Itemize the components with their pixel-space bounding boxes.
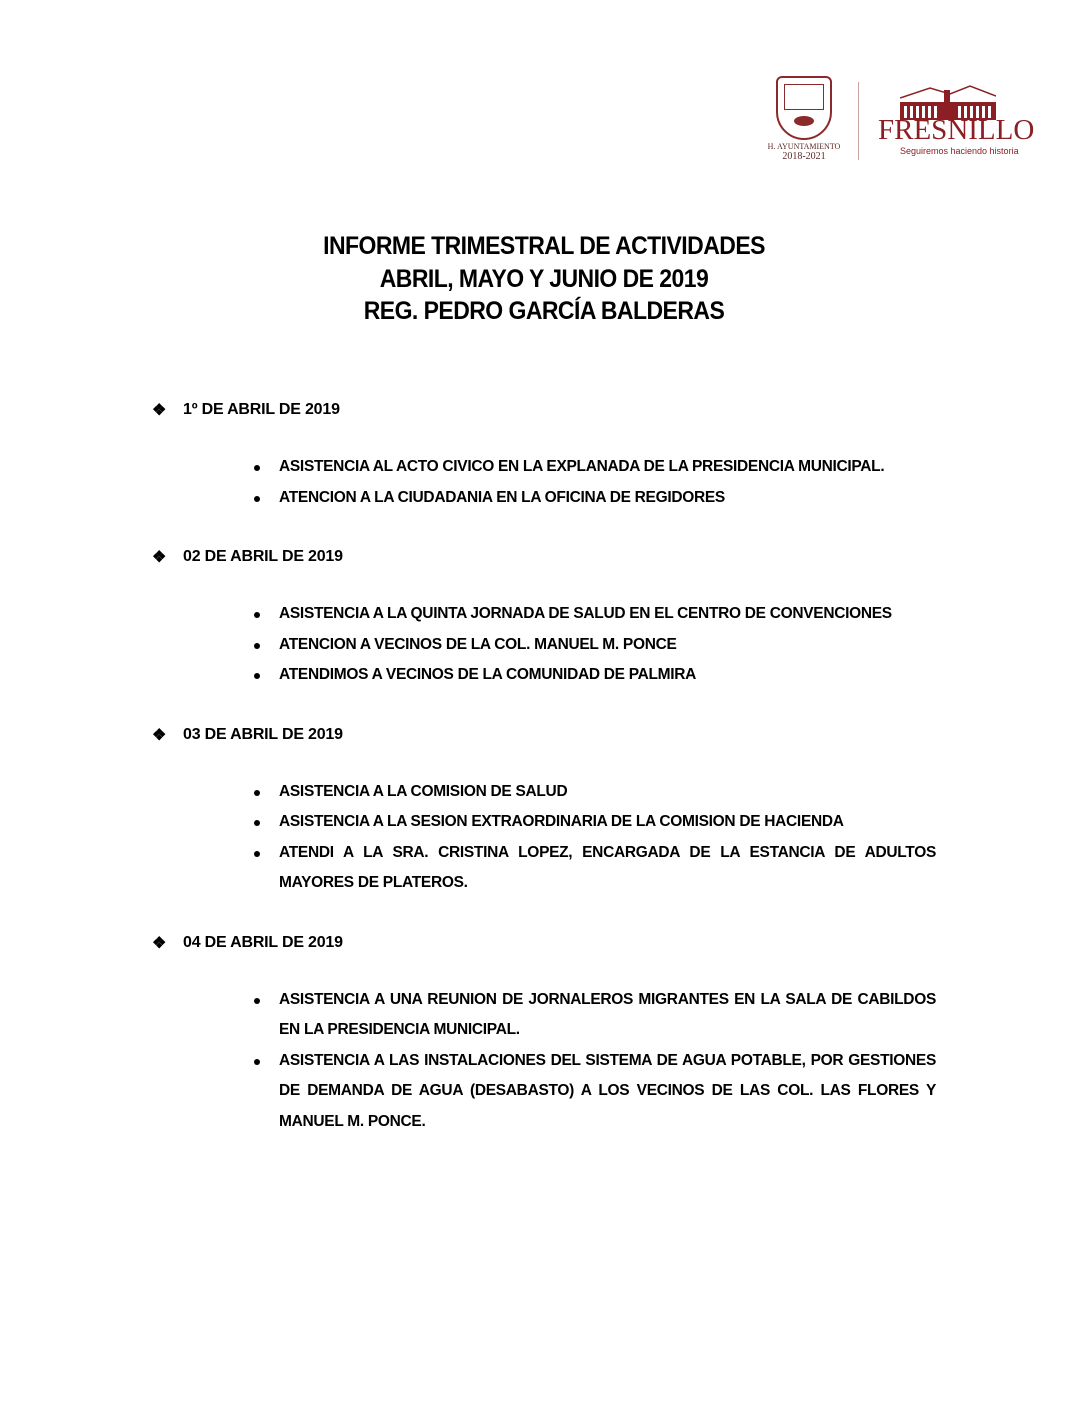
activity-item: ASISTENCIA A UNA REUNION DE JORNALEROS MIGRANTES EN LA SALA DE CABILDOS EN LA PRESIDENCIA MUNICIPAL. <box>150 985 936 1046</box>
activity-items <box>150 985 940 1138</box>
date-label: 03 DE ABRIL DE 2019 <box>183 725 343 743</box>
crest-caption-text: H. AYUNTAMIENTO <box>767 142 841 151</box>
diamond-bullet-icon: ❖ <box>152 726 167 744</box>
date-section <box>150 543 940 691</box>
date-label: 1º DE ABRIL DE 2019 <box>183 401 340 418</box>
activity-item: ASISTENCIA A LA SESION EXTRAORDINARIA DE LA COMISION DE HACIENDA <box>150 807 936 838</box>
date-heading <box>150 543 940 571</box>
crest-caption <box>764 142 844 162</box>
activity-item: ATENCION A VECINOS DE LA COL. MANUEL M. PONCE <box>150 630 936 661</box>
diamond-bullet-icon: ❖ <box>152 549 167 566</box>
title-line-3: REG. PEDRO GARCÍA BALDERAS <box>363 297 725 325</box>
activity-list <box>150 396 940 1167</box>
date-section <box>150 929 940 1138</box>
fresnillo-wordmark: FRESNILLO <box>878 114 1035 146</box>
ayuntamiento-crest-logo <box>776 76 832 140</box>
date-label: 02 DE ABRIL DE 2019 <box>183 548 343 565</box>
title-line-2: ABRIL, MAYO Y JUNIO DE 2019 <box>379 264 709 293</box>
title-line-1: INFORME TRIMESTRAL DE ACTIVIDADES <box>323 232 765 260</box>
activity-item: ASISTENCIA AL ACTO CIVICO EN LA EXPLANADA DE LA PRESIDENCIA MUNICIPAL. <box>150 452 936 483</box>
activity-item: ATENDIMOS A VECINOS DE LA COMUNIDAD DE PALMIRA <box>150 660 936 691</box>
date-label: 04 DE ABRIL DE 2019 <box>183 933 343 951</box>
activity-item: ASISTENCIA A LA COMISION DE SALUD <box>150 777 936 808</box>
activity-items <box>150 777 940 899</box>
document-title <box>44 230 1045 328</box>
diamond-bullet-icon: ❖ <box>152 934 167 952</box>
date-section <box>150 721 940 899</box>
activity-items <box>150 599 940 691</box>
header-logos <box>767 74 1035 166</box>
activity-item: ASISTENCIA A LA QUINTA JORNADA DE SALUD EN EL CENTRO DE CONVENCIONES <box>150 599 936 630</box>
activity-item: ASISTENCIA A LAS INSTALACIONES DEL SISTEMA DE AGUA POTABLE, POR GESTIONES DE DEMANDA DE AGUA (DESABASTO) A LOS VECINOS DE LAS COL. LAS FLORES Y MANUEL M. PONCE. <box>150 1046 936 1138</box>
activity-item: ATENCION A LA CIUDADANIA EN LA OFICINA DE REGIDORES <box>150 483 936 514</box>
fresnillo-slogan: Seguiremos haciendo historia <box>900 146 1019 156</box>
activity-items <box>150 452 940 513</box>
date-heading <box>150 929 940 957</box>
activity-item: ATENDI A LA SRA. CRISTINA LOPEZ, ENCARGADA DE LA ESTANCIA DE ADULTOS MAYORES DE PLATEROS. <box>150 838 936 899</box>
date-section <box>150 396 940 513</box>
crest-years: 2018-2021 <box>782 151 826 162</box>
date-heading <box>150 721 940 749</box>
logo-divider <box>858 82 859 160</box>
date-heading <box>150 396 940 424</box>
diamond-bullet-icon: ❖ <box>152 402 167 419</box>
